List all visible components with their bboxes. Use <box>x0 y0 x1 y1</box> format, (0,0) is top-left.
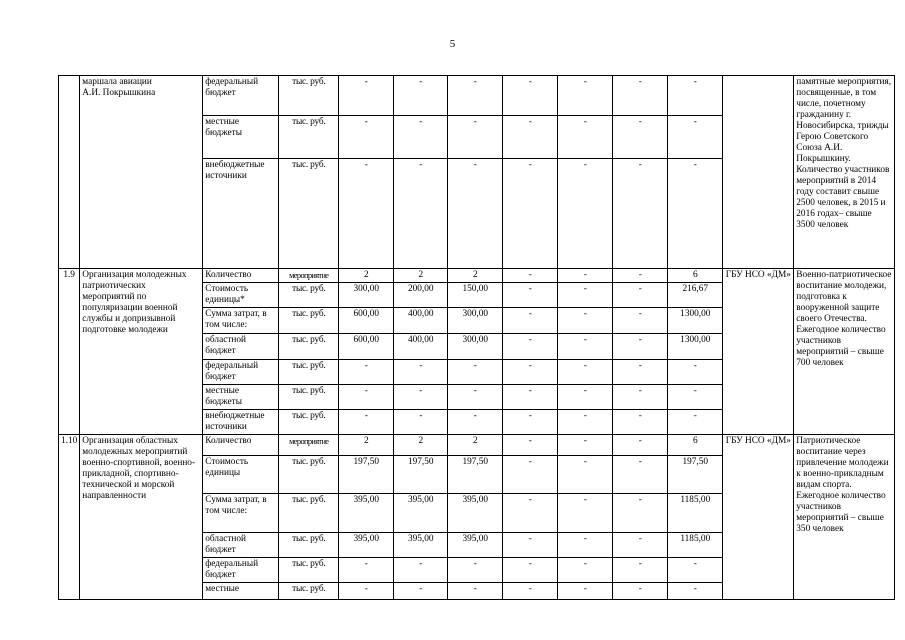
value-cell: - <box>613 385 668 410</box>
unit-cell: мероприятие <box>279 435 339 456</box>
indicator-label-cell: Количество <box>203 269 279 283</box>
value-cell: 2 <box>339 435 394 456</box>
expected-result-cell: Военно-патриотическое воспитание молодежи, подготовка к вооруженной защите своего Отечества. Ежегодное количество участников мероприятий – свыше 700 человек <box>794 269 895 435</box>
value-cell: - <box>613 410 668 435</box>
value-cell: 2 <box>448 435 503 456</box>
indicator-label-cell: Сумма затрат, в том числе: <box>203 308 279 334</box>
unit-cell: тыс. руб. <box>279 456 339 494</box>
value-cell: - <box>448 410 503 435</box>
item-number-cell: 1.9 <box>59 269 80 435</box>
value-cell: - <box>558 76 613 116</box>
value-cell: 395,00 <box>448 494 503 533</box>
value-cell: - <box>448 159 503 269</box>
value-cell: - <box>394 558 448 583</box>
value-cell: - <box>613 308 668 334</box>
value-cell: 2 <box>394 269 448 283</box>
value-cell: - <box>668 385 723 410</box>
value-cell: 300,00 <box>448 334 503 360</box>
program-table <box>58 75 895 600</box>
indicator-label-cell: местные бюджеты <box>203 116 279 159</box>
value-cell: 197,50 <box>394 456 448 494</box>
value-cell: 197,50 <box>448 456 503 494</box>
value-cell: 6 <box>668 435 723 456</box>
value-cell: - <box>558 410 613 435</box>
value-cell: 197,50 <box>339 456 394 494</box>
unit-cell: тыс. руб. <box>279 410 339 435</box>
value-cell: - <box>558 494 613 533</box>
indicator-label-cell: федеральный бюджет <box>203 558 279 583</box>
value-cell: - <box>558 435 613 456</box>
responsible-cell: ГБУ НСО «ДМ» <box>723 435 794 600</box>
indicator-label-cell: Стоимость единицы* <box>203 283 279 308</box>
value-cell: 600,00 <box>339 308 394 334</box>
value-cell: - <box>448 385 503 410</box>
indicator-label-cell: внебюджетные источники <box>203 159 279 269</box>
value-cell: - <box>668 360 723 385</box>
value-cell: - <box>503 410 558 435</box>
indicator-label-cell: федеральный бюджет <box>203 76 279 116</box>
value-cell: - <box>448 583 503 600</box>
value-cell: 395,00 <box>394 494 448 533</box>
unit-cell: тыс. руб. <box>279 116 339 159</box>
expected-result-cell: Патриотическое воспитание через привлечение молодежи к военно-прикладным видам спорта. Ежегодное количество участников мероприятий – свыше 350 человек <box>794 435 895 600</box>
value-cell: - <box>503 435 558 456</box>
value-cell: - <box>668 558 723 583</box>
value-cell: - <box>394 360 448 385</box>
value-cell: 1300,00 <box>668 308 723 334</box>
value-cell: - <box>339 385 394 410</box>
value-cell: - <box>613 435 668 456</box>
unit-cell: тыс. руб. <box>279 558 339 583</box>
value-cell: - <box>503 334 558 360</box>
indicator-label-cell: федеральный бюджет <box>203 360 279 385</box>
page-number: 5 <box>449 38 456 50</box>
value-cell: - <box>613 456 668 494</box>
value-cell: - <box>558 159 613 269</box>
value-cell: - <box>558 533 613 558</box>
value-cell: - <box>558 558 613 583</box>
value-cell: - <box>668 410 723 435</box>
value-cell: 2 <box>394 435 448 456</box>
table-row <box>59 76 895 116</box>
value-cell: 2 <box>448 269 503 283</box>
unit-cell: тыс. руб. <box>279 308 339 334</box>
value-cell: - <box>503 558 558 583</box>
value-cell: - <box>448 360 503 385</box>
value-cell: - <box>448 558 503 583</box>
value-cell: - <box>339 360 394 385</box>
value-cell: - <box>558 269 613 283</box>
value-cell: 6 <box>668 269 723 283</box>
table-row <box>59 269 895 283</box>
value-cell: - <box>503 533 558 558</box>
value-cell: - <box>503 116 558 159</box>
value-cell: - <box>448 116 503 159</box>
value-cell: 395,00 <box>339 533 394 558</box>
responsible-cell: ГБУ НСО «ДМ» <box>723 269 794 435</box>
value-cell: 395,00 <box>339 494 394 533</box>
unit-cell: тыс. руб. <box>279 283 339 308</box>
value-cell: - <box>558 583 613 600</box>
value-cell: - <box>503 456 558 494</box>
indicator-label-cell: Количество <box>203 435 279 456</box>
unit-cell: тыс. руб. <box>279 385 339 410</box>
table-row <box>59 435 895 456</box>
value-cell: - <box>613 360 668 385</box>
value-cell: - <box>339 159 394 269</box>
indicator-label-cell: Стоимость единицы <box>203 456 279 494</box>
value-cell: - <box>558 456 613 494</box>
value-cell: - <box>339 76 394 116</box>
indicator-label-cell: областной бюджет <box>203 334 279 360</box>
value-cell: - <box>394 116 448 159</box>
value-cell: - <box>394 385 448 410</box>
item-name-cell: Организация областных молодежных мероприятий военно-спортивной, военно-прикладной, спортивно-технической и морской направленности <box>80 435 203 600</box>
value-cell: - <box>613 494 668 533</box>
value-cell: - <box>668 159 723 269</box>
value-cell: - <box>558 283 613 308</box>
value-cell: - <box>503 308 558 334</box>
value-cell: 600,00 <box>339 334 394 360</box>
indicator-label-cell: Сумма затрат, в том числе: <box>203 494 279 533</box>
unit-cell: тыс. руб. <box>279 583 339 600</box>
value-cell: - <box>339 558 394 583</box>
unit-cell: тыс. руб. <box>279 76 339 116</box>
value-cell: - <box>339 116 394 159</box>
value-cell: 1185,00 <box>668 494 723 533</box>
value-cell: - <box>394 583 448 600</box>
indicator-label-cell: внебюджетные источники <box>203 410 279 435</box>
value-cell: 200,00 <box>394 283 448 308</box>
value-cell: - <box>503 385 558 410</box>
value-cell: - <box>613 583 668 600</box>
value-cell: - <box>668 76 723 116</box>
value-cell: - <box>503 269 558 283</box>
value-cell: - <box>613 283 668 308</box>
value-cell: 150,00 <box>448 283 503 308</box>
item-number-cell <box>59 76 80 269</box>
table-body <box>59 76 895 600</box>
value-cell: - <box>503 360 558 385</box>
unit-cell: тыс. руб. <box>279 334 339 360</box>
value-cell: - <box>613 334 668 360</box>
value-cell: 2 <box>339 269 394 283</box>
indicator-label-cell: местные <box>203 583 279 600</box>
unit-cell: тыс. руб. <box>279 360 339 385</box>
value-cell: 1300,00 <box>668 334 723 360</box>
value-cell: 400,00 <box>394 308 448 334</box>
item-number-cell: 1.10 <box>59 435 80 600</box>
value-cell: 216,67 <box>668 283 723 308</box>
indicator-label-cell: местные бюджеты <box>203 385 279 410</box>
value-cell: 300,00 <box>339 283 394 308</box>
value-cell: - <box>558 334 613 360</box>
value-cell: - <box>558 116 613 159</box>
value-cell: 400,00 <box>394 334 448 360</box>
value-cell: - <box>503 76 558 116</box>
value-cell: - <box>613 558 668 583</box>
value-cell: - <box>613 159 668 269</box>
value-cell: - <box>394 410 448 435</box>
unit-cell: тыс. руб. <box>279 533 339 558</box>
value-cell: - <box>503 583 558 600</box>
value-cell: - <box>613 269 668 283</box>
responsible-cell <box>723 76 794 269</box>
value-cell: - <box>339 410 394 435</box>
value-cell: 300,00 <box>448 308 503 334</box>
value-cell: - <box>613 533 668 558</box>
value-cell: 197,50 <box>668 456 723 494</box>
item-name-cell: маршала авиации А.И. Покрышкина <box>80 76 203 269</box>
unit-cell: мероприятие <box>279 269 339 283</box>
unit-cell: тыс. руб. <box>279 494 339 533</box>
value-cell: - <box>613 76 668 116</box>
value-cell: - <box>613 116 668 159</box>
value-cell: - <box>503 494 558 533</box>
value-cell: - <box>558 308 613 334</box>
value-cell: 395,00 <box>394 533 448 558</box>
indicator-label-cell: областной бюджет <box>203 533 279 558</box>
value-cell: 1185,00 <box>668 533 723 558</box>
value-cell: - <box>503 159 558 269</box>
value-cell: 395,00 <box>448 533 503 558</box>
expected-result-cell: памятные мероприятия, посвященные, в том числе, почетному гражданину г. Новосибирска, трижды Герою Советского Союза А.И. Покрышкину. Количество участников мероприятий в 2014 году составит свыше 2500 человек, в 2015 и 2016 годах– свыше 3500 человек <box>794 76 895 269</box>
value-cell: - <box>394 159 448 269</box>
unit-cell: тыс. руб. <box>279 159 339 269</box>
value-cell: - <box>448 76 503 116</box>
value-cell: - <box>394 76 448 116</box>
value-cell: - <box>558 360 613 385</box>
value-cell: - <box>503 283 558 308</box>
item-name-cell: Организация молодежных патриотических мероприятий по популяризации военной службы и допризывной подготовке молодежи <box>80 269 203 435</box>
value-cell: - <box>339 583 394 600</box>
value-cell: - <box>558 385 613 410</box>
value-cell: - <box>668 116 723 159</box>
value-cell: - <box>668 583 723 600</box>
